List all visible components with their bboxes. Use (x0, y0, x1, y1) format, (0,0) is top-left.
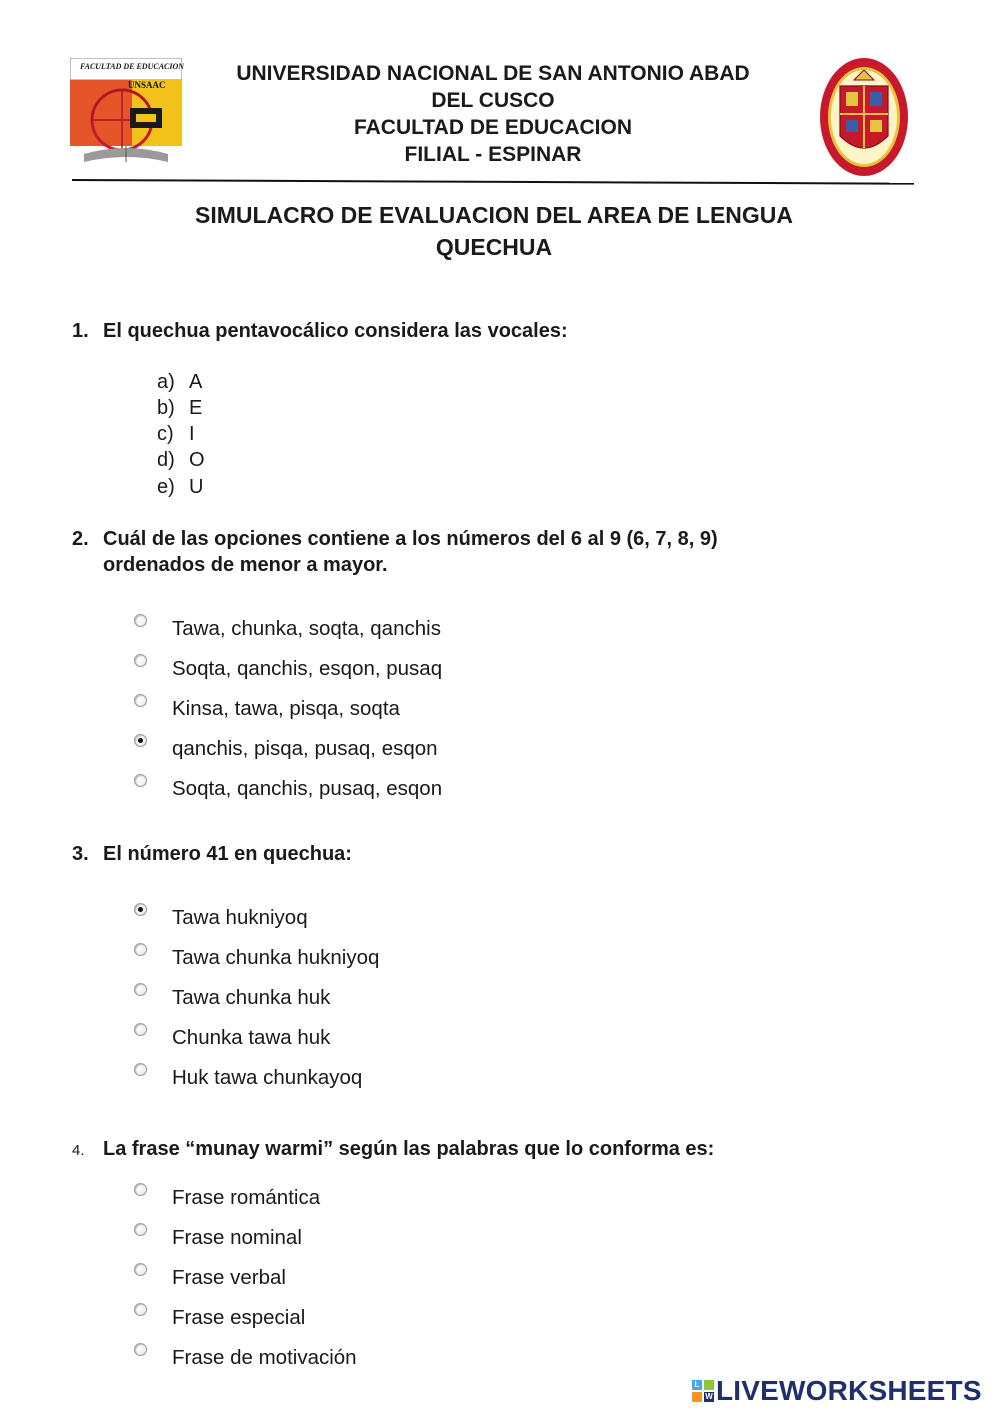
q1-option-e-text: U (189, 476, 204, 498)
q2-option-3-label[interactable]: Kinsa, tawa, pisqa, soqta (172, 697, 400, 720)
exam-title-line-1: SIMULACRO DE EVALUACION DEL AREA DE LENGUA (194, 202, 794, 228)
question-3 (72, 841, 932, 867)
header-faculty-line: FACULTAD DE EDUCACION (353, 116, 633, 139)
question-1-number: 1. (72, 320, 89, 342)
q1-option-e (157, 474, 203, 500)
question-1-text: El quechua pentavocálico considera las vocales: (103, 320, 568, 342)
q1-option-c-text: I (189, 423, 195, 445)
question-2 (72, 526, 952, 552)
exam-title-line-2: QUECHUA (435, 234, 553, 260)
header-branch-line: FILIAL - ESPINAR (404, 143, 582, 166)
header-university-line-1: UNIVERSIDAD NACIONAL DE SAN ANTONIO ABAD (236, 62, 750, 85)
question-2-text-line-1: Cuál de las opciones contiene a los números del 6 al 9 (6, 7, 8, 9) (103, 528, 718, 550)
q2-option-3-radio[interactable] (134, 694, 147, 707)
q3-option-1-label[interactable]: Tawa hukniyoq (172, 906, 308, 929)
question-4 (72, 1136, 952, 1164)
question-4-number: 4. (72, 1142, 85, 1159)
q1-option-a (157, 369, 202, 395)
q4-option-1-label[interactable]: Frase romántica (172, 1186, 321, 1209)
q1-option-d (157, 447, 205, 473)
q2-option-2-label[interactable]: Soqta, qanchis, esqon, pusaq (172, 657, 443, 680)
q4-option-2-radio[interactable] (134, 1223, 147, 1236)
faculty-logo-sub-text: UNSAAC (128, 80, 166, 90)
q4-option-1-radio[interactable] (134, 1183, 147, 1196)
question-2-line-2 (103, 552, 388, 578)
faculty-logo (70, 58, 185, 170)
q1-option-b-text: E (189, 397, 203, 419)
q3-option-2-radio[interactable] (134, 943, 147, 956)
q2-option-4-label[interactable]: qanchis, pisqa, pusaq, esqon (172, 737, 438, 760)
grid-icon-cell-l: L (692, 1380, 702, 1390)
q1-option-c-letter: c) (157, 423, 174, 445)
q4-option-4-radio[interactable] (134, 1303, 147, 1316)
q2-option-4-radio[interactable] (134, 734, 147, 747)
q1-option-d-letter: d) (157, 449, 175, 471)
grid-icon-cell-orange (692, 1392, 702, 1402)
question-3-number: 3. (72, 843, 89, 865)
q4-option-5-label[interactable]: Frase de motivación (172, 1346, 357, 1369)
question-1 (72, 318, 932, 344)
q4-option-3-radio[interactable] (134, 1263, 147, 1276)
question-4-text: La frase “munay warmi” según las palabras que lo conforma es: (103, 1138, 715, 1160)
q3-option-3-label[interactable]: Tawa chunka huk (172, 986, 331, 1009)
q3-option-2-label[interactable]: Tawa chunka hukniyoq (172, 946, 380, 969)
liveworksheets-brand-text: LIVEWORKSHEETS (716, 1375, 982, 1406)
q1-option-c (157, 421, 195, 447)
q2-option-2-radio[interactable] (134, 654, 147, 667)
header-university-line-2: DEL CUSCO (431, 89, 555, 112)
q1-option-b (157, 395, 202, 421)
header-divider (72, 179, 914, 185)
q4-option-2-label[interactable]: Frase nominal (172, 1226, 302, 1249)
grid-icon-cell-green (704, 1380, 714, 1390)
q1-option-d-text: O (189, 449, 205, 471)
q3-option-5-label[interactable]: Huk tawa chunkayoq (172, 1066, 363, 1089)
question-2-number: 2. (72, 528, 89, 550)
q1-option-a-letter: a) (157, 371, 175, 393)
question-3-text: El número 41 en quechua: (103, 843, 352, 865)
faculty-logo-top-text: FACULTAD DE EDUCACION (80, 62, 185, 71)
liveworksheets-logo[interactable] (692, 1374, 992, 1408)
q3-option-5-radio[interactable] (134, 1063, 147, 1076)
q4-option-5-radio[interactable] (134, 1343, 147, 1356)
q2-option-5-label[interactable]: Soqta, qanchis, pusaq, esqon (172, 777, 443, 800)
q3-option-1-radio[interactable] (134, 903, 147, 916)
q3-option-3-radio[interactable] (134, 983, 147, 996)
liveworksheets-grid-icon (692, 1380, 714, 1402)
q1-option-e-letter: e) (157, 476, 175, 498)
grid-icon-cell-w: W (705, 1392, 713, 1401)
q4-option-3-label[interactable]: Frase verbal (172, 1266, 286, 1289)
q2-option-5-radio[interactable] (134, 774, 147, 787)
q4-option-4-label[interactable]: Frase especial (172, 1306, 306, 1329)
q3-option-4-label[interactable]: Chunka tawa huk (172, 1026, 331, 1049)
q3-option-4-radio[interactable] (134, 1023, 147, 1036)
q1-option-b-letter: b) (157, 397, 175, 419)
question-2-text-line-2: ordenados de menor a mayor. (103, 554, 388, 576)
q1-option-a-text: A (189, 371, 203, 393)
q2-option-1-label[interactable]: Tawa, chunka, soqta, qanchis (172, 617, 441, 640)
university-seal (818, 56, 910, 178)
q2-option-1-radio[interactable] (134, 614, 147, 627)
